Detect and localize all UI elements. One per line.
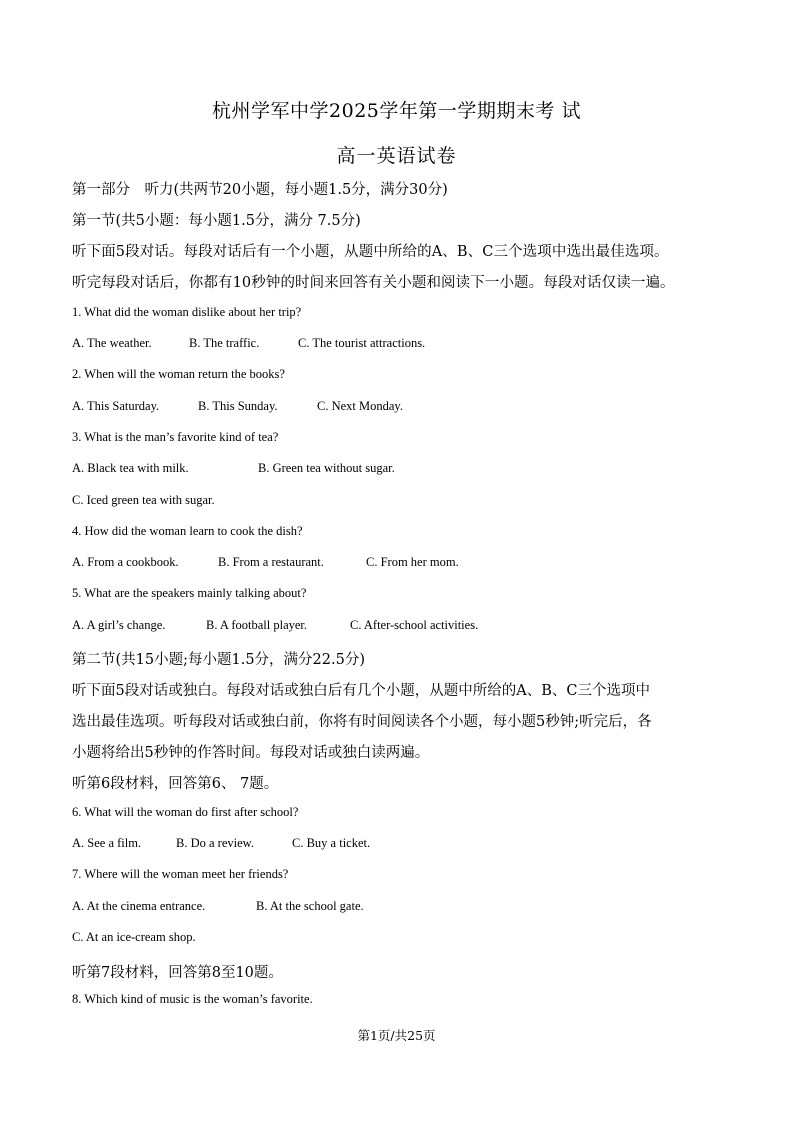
option-a: A. This Saturday. [72, 399, 160, 413]
section1-heading: 第一节(共5小题：每小题1.5分，满分 7.5分) [72, 213, 361, 229]
option-a: A. At the cinema entrance. [72, 899, 206, 913]
option-c: C. After-school activities. [350, 618, 479, 632]
option-a: A. The weather. [72, 336, 152, 350]
option-b: B. The traffic. [189, 336, 260, 350]
option-c: C. Iced green tea with sugar. [72, 493, 215, 507]
option-c: C. The tourist attractions. [298, 336, 426, 350]
exam-title: 杭州学军中学2025学年第一学期期末考 试 [212, 100, 581, 122]
option-b: B. At the school gate. [256, 899, 364, 913]
section2-instruction-line1: 听下面5段对话或独白。每段对话或独白后有几个小题，从题中所给的A、B、C三个选项中 [72, 683, 650, 699]
question-stem: 8. Which kind of music is the woman’s favorite. [72, 992, 313, 1006]
option-a: A. Black tea with milk. [72, 461, 189, 475]
question-stem: 1. What did the woman dislike about her trip? [72, 305, 302, 319]
option-a: A. A girl’s change. [72, 618, 166, 632]
option-b: B. Do a review. [176, 836, 254, 850]
option-c: C. From her mom. [366, 555, 459, 569]
option-b: B. Green tea without sugar. [258, 461, 395, 475]
question-stem: 5. What are the speakers mainly talking about? [72, 586, 307, 600]
question-stem: 2. When will the woman return the books? [72, 367, 285, 381]
section2-heading: 第二节(共15小题;每小题1.5分，满分22.5分) [72, 652, 365, 668]
material-6-heading: 听第6段材料，回答第6、 7题。 [72, 776, 279, 792]
option-c: C. Buy a ticket. [292, 836, 371, 850]
page-number: 第1页/共25页 [357, 1028, 436, 1043]
section2-instruction-line2: 选出最佳选项。听每段对话或独白前，你将有时间阅读各个小题，每小题5秒钟;听完后，各 [72, 714, 652, 730]
question-stem: 6. What will the woman do first after school? [72, 805, 299, 819]
part1-heading: 第一部分 听力(共两节20小题，每小题1.5分，满分30分) [72, 182, 448, 198]
section2-instruction-line3: 小题将给出5秒钟的作答时间。每段对话或独白读两遍。 [72, 745, 430, 761]
option-c: C. Next Monday. [317, 399, 403, 413]
material-7-heading: 听第7段材料，回答第8至10题。 [72, 965, 283, 981]
section1-instruction-line2: 听完每段对话后，你都有10秒钟的时间来回答有关小题和阅读下一小题。每段对话仅读一遍。 [72, 275, 675, 291]
option-b: B. From a restaurant. [218, 555, 324, 569]
question-stem: 7. Where will the woman meet her friends? [72, 867, 289, 881]
exam-subtitle: 高一英语试卷 [336, 145, 457, 167]
option-a: A. From a cookbook. [72, 555, 179, 569]
section1-instruction-line1: 听下面5段对话。每段对话后有一个小题，从题中所给的A、B、C三个选项中选出最佳选项。 [72, 244, 669, 260]
question-stem: 4. How did the woman learn to cook the dish? [72, 524, 303, 538]
option-b: B. This Sunday. [198, 399, 278, 413]
option-c: C. At an ice-cream shop. [72, 930, 196, 944]
question-stem: 3. What is the man’s favorite kind of tea? [72, 430, 279, 444]
option-b: B. A football player. [206, 618, 308, 632]
option-a: A. See a film. [72, 836, 142, 850]
